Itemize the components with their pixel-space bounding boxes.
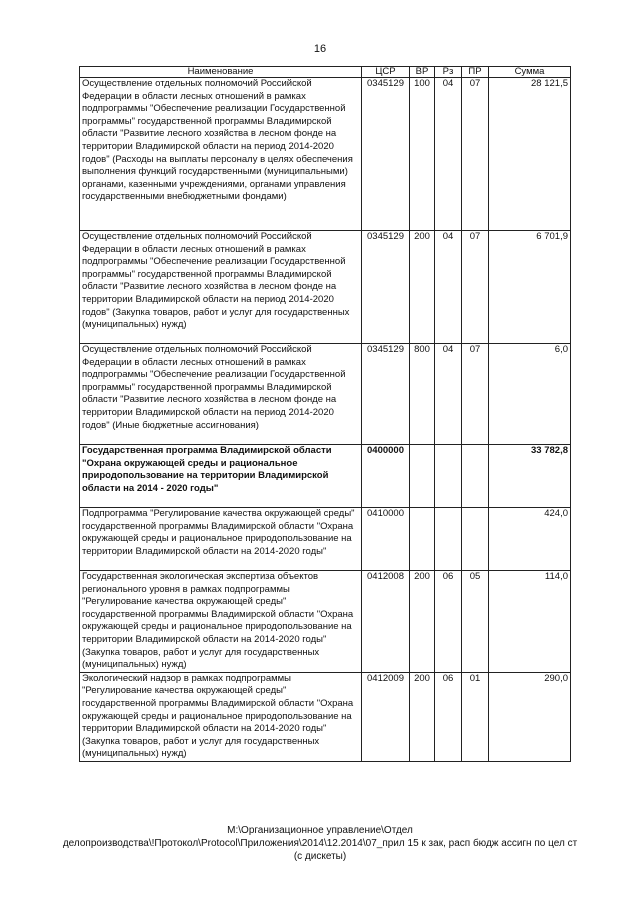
- row-name: Осуществление отдельных полномочий Российской Федерации в области лесных отношений в рамках подпрограммы "Обеспечение реализации Государственной программы" государственной программы Владимирской области "Развитие лесного хозяйства в лесном фонде на территории Владимирской области на период 2014-2020 годов" (Иные бюджетные ассигнования): [80, 344, 362, 445]
- row-sum: 6 701,9: [489, 231, 571, 344]
- table-row: [80, 231, 571, 344]
- header-name: Наименование: [80, 67, 362, 78]
- row-rz: 06: [435, 672, 462, 761]
- row-csr: 0400000: [362, 445, 410, 508]
- footer-line-2: делопроизводства\!Протокол\Protocol\Приложения\2014\12.2014\07_прил 15 к зак, расп бюдж ассигн по цел ст: [62, 838, 578, 849]
- row-name: Экологический надзор в рамках подпрограммы "Регулирование качества окружающей среды" государственной программы Владимирской области "Охрана окружающей среды и рациональное природопользование на территории Владимирской области на 2014-2020 годы" (Закупка товаров, работ и услуг для государственных (муниципальных) нужд): [80, 672, 362, 761]
- row-sum: 290,0: [489, 672, 571, 761]
- table-row: [80, 508, 571, 571]
- row-vr: 200: [410, 571, 435, 673]
- row-pr: 01: [462, 672, 489, 761]
- row-name: Осуществление отдельных полномочий Российской Федерации в области лесных отношений в рамках подпрограммы "Обеспечение реализации Государственной программы" государственной программы Владимирской области "Развитие лесного хозяйства в лесном фонде на территории Владимирской области на период 2014-2020 годов" (Расходы на выплаты персоналу в целях обеспечения выполнения функций государственными (муниципальными) органами, казенными учреждениями, органами управления государственными внебюджетными фондами): [80, 78, 362, 231]
- row-pr: 07: [462, 78, 489, 231]
- row-name: Государственная программа Владимирской области "Охрана окружающей среды и рациональное природопользование на территории Владимирской области на 2014 - 2020 годы": [80, 445, 362, 508]
- row-sum: 6,0: [489, 344, 571, 445]
- table-row: [80, 78, 571, 231]
- table-row: [80, 672, 571, 761]
- row-sum: 424,0: [489, 508, 571, 571]
- table-row: [80, 571, 571, 673]
- row-rz: 04: [435, 231, 462, 344]
- row-rz: 04: [435, 344, 462, 445]
- row-name: Подпрограмма "Регулирование качества окружающей среды" государственной программы Владимирской области "Охрана окружающей среды и рациональное природопользование на территории Владимирской области на 2014-2020 годы": [80, 508, 362, 571]
- budget-table: [79, 66, 571, 762]
- row-csr: 0345129: [362, 78, 410, 231]
- row-sum: 114,0: [489, 571, 571, 673]
- row-vr: [410, 445, 435, 508]
- footer-line-1: М:\Организационное управление\Отдел: [227, 825, 413, 836]
- row-vr: 200: [410, 231, 435, 344]
- header-csr: ЦСР: [362, 67, 410, 78]
- row-sum: 28 121,5: [489, 78, 571, 231]
- table-row: [80, 445, 571, 508]
- row-pr: [462, 508, 489, 571]
- page-number: 16: [313, 43, 327, 55]
- row-rz: [435, 508, 462, 571]
- row-csr: 0345129: [362, 231, 410, 344]
- row-pr: 05: [462, 571, 489, 673]
- row-vr: 800: [410, 344, 435, 445]
- row-pr: [462, 445, 489, 508]
- row-pr: 07: [462, 231, 489, 344]
- file-path-footer: [0, 824, 640, 863]
- row-csr: 0412009: [362, 672, 410, 761]
- table-row: [80, 344, 571, 445]
- row-csr: 0412008: [362, 571, 410, 673]
- header-pr: ПР: [462, 67, 489, 78]
- row-vr: 100: [410, 78, 435, 231]
- row-rz: 06: [435, 571, 462, 673]
- row-vr: [410, 508, 435, 571]
- row-name: Осуществление отдельных полномочий Российской Федерации в области лесных отношений в рамках подпрограммы "Обеспечение реализации Государственной программы" государственной программы Владимирской области "Развитие лесного хозяйства в лесном фонде на территории Владимирской области на период 2014-2020 годов" (Закупка товаров, работ и услуг для государственных (муниципальных) нужд): [80, 231, 362, 344]
- row-rz: [435, 445, 462, 508]
- row-rz: 04: [435, 78, 462, 231]
- row-csr: 0345129: [362, 344, 410, 445]
- header-sum: Сумма: [489, 67, 571, 78]
- footer-line-3: (с дискеты): [293, 851, 347, 862]
- row-sum: 33 782,8: [489, 445, 571, 508]
- row-name: Государственная экологическая экспертиза объектов регионального уровня в рамках подпрограммы "Регулирование качества окружающей среды" государственной программы Владимирской области "Охрана окружающей среды и рациональное природопользование на территории Владимирской области на 2014-2020 годы" (Закупка товаров, работ и услуг для государственных (муниципальных) нужд): [80, 571, 362, 673]
- header-rz: Рз: [435, 67, 462, 78]
- row-vr: 200: [410, 672, 435, 761]
- header-vr: ВР: [410, 67, 435, 78]
- row-pr: 07: [462, 344, 489, 445]
- row-csr: 0410000: [362, 508, 410, 571]
- table-header-row: [80, 67, 571, 78]
